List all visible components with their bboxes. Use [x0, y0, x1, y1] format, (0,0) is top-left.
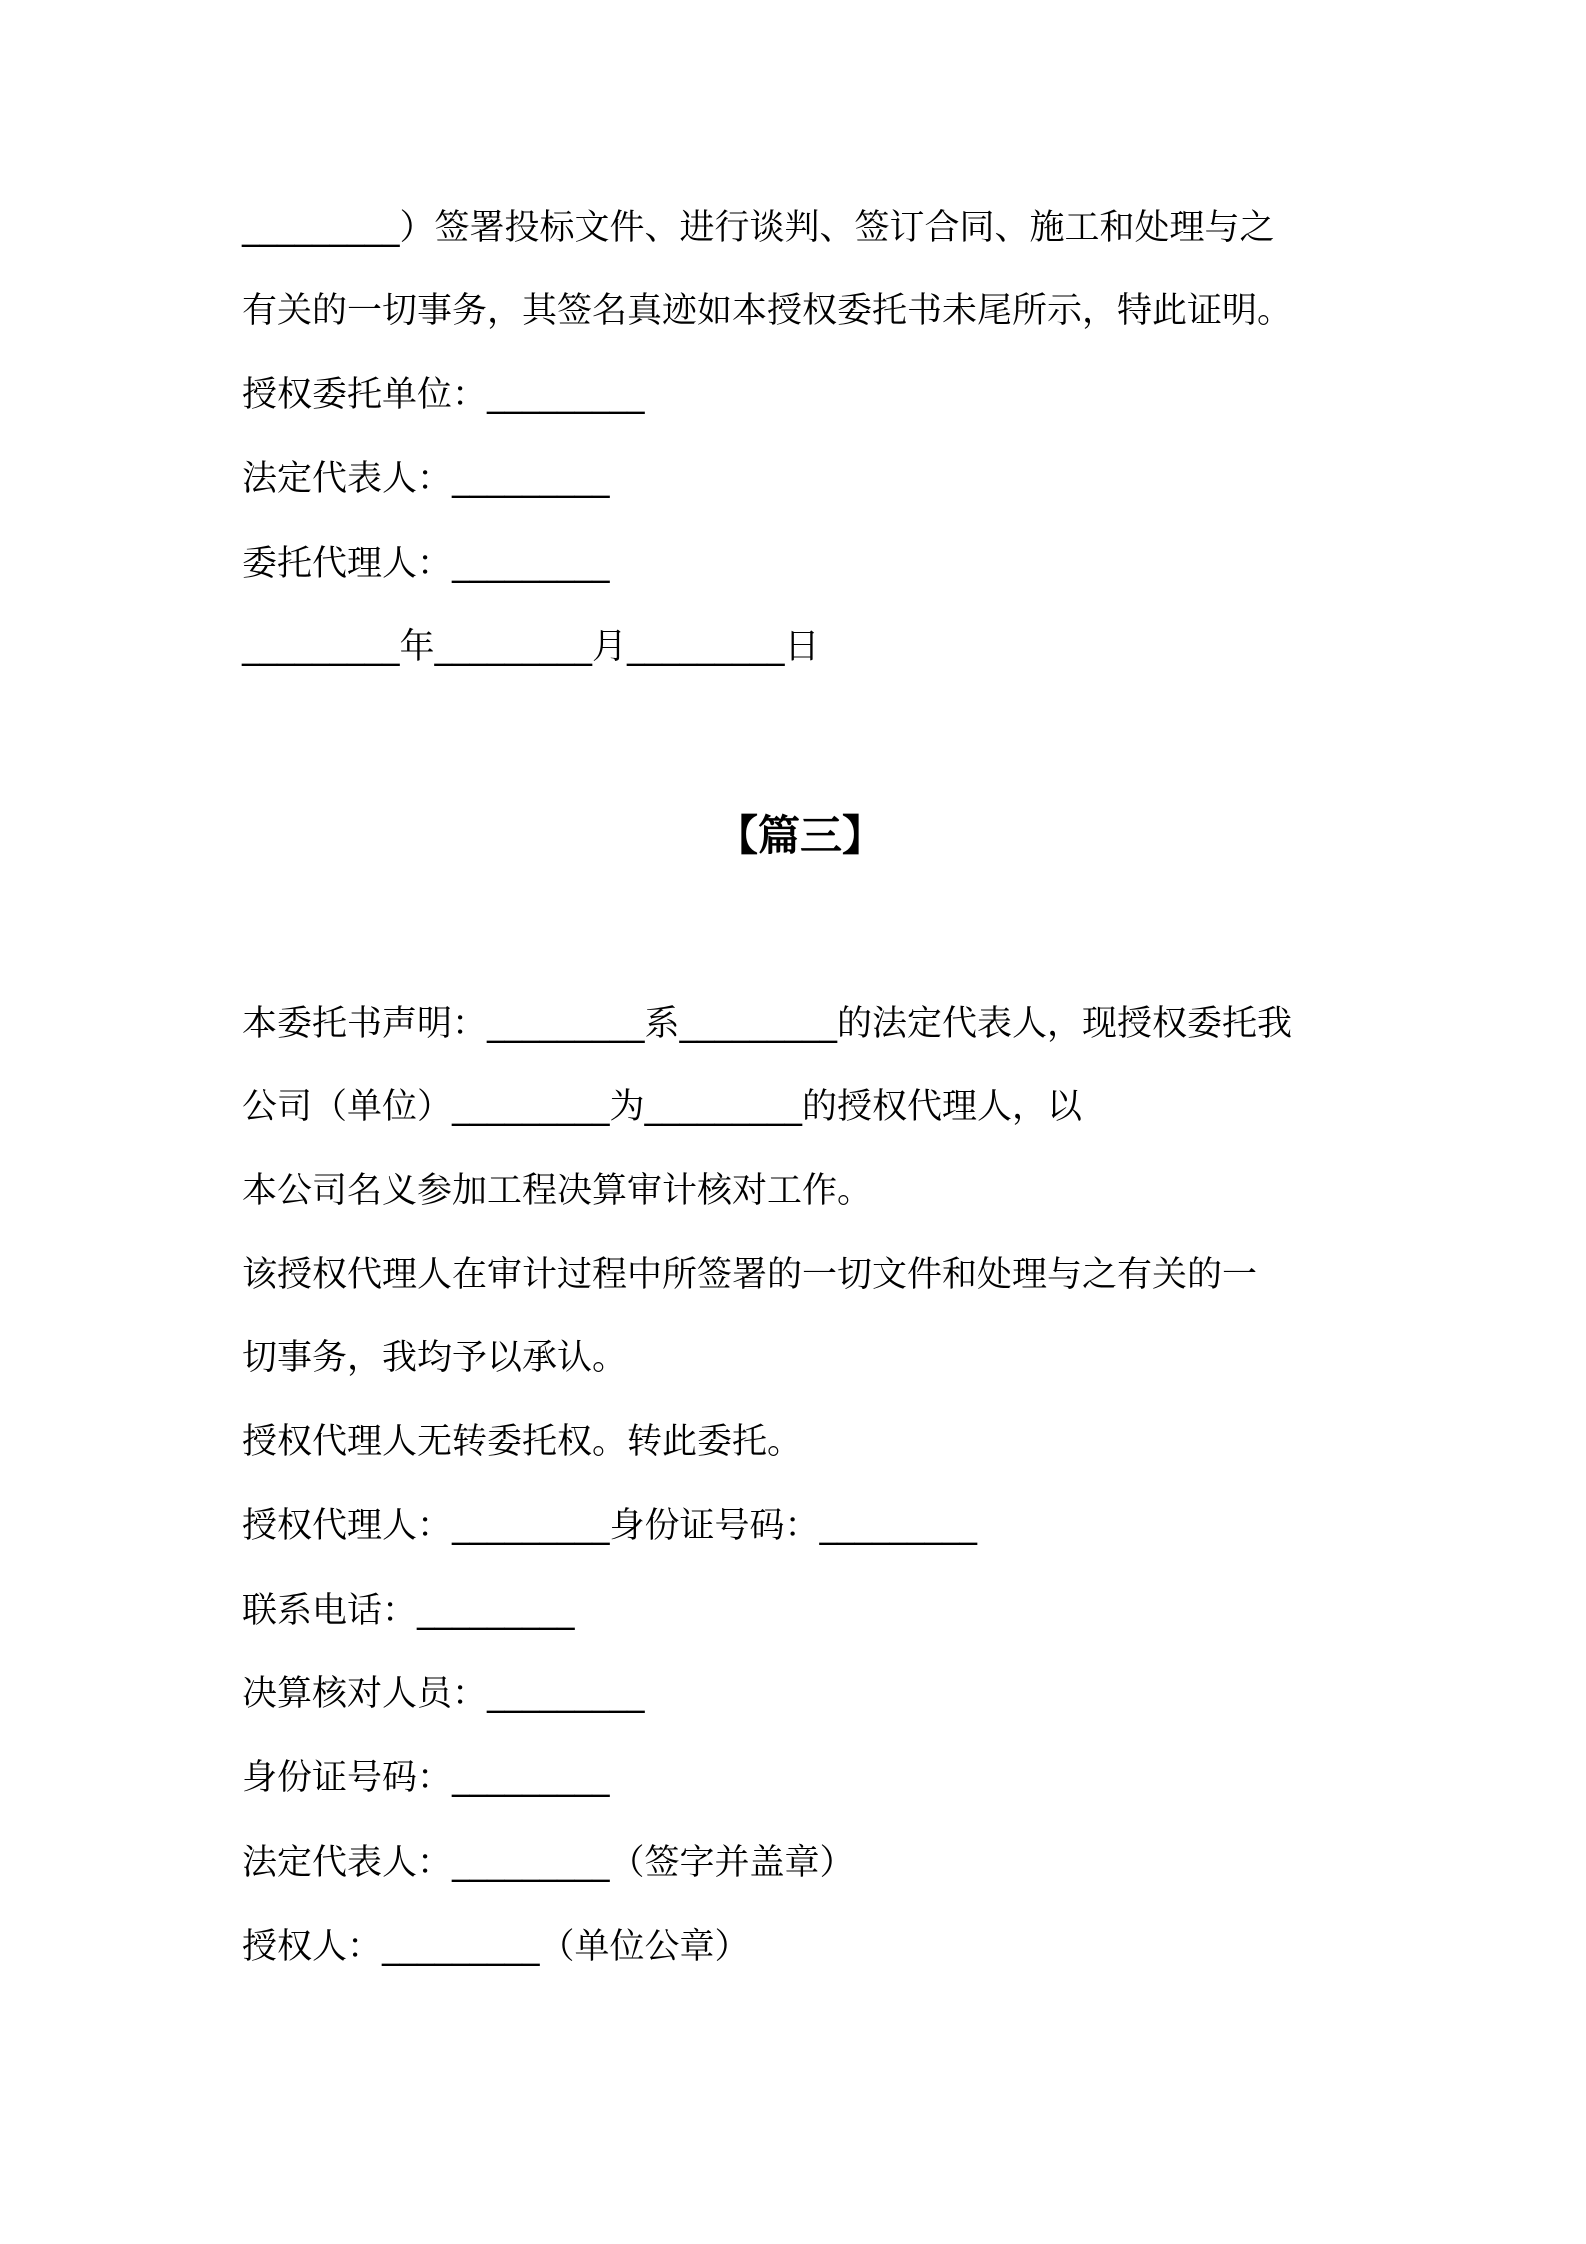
- entrusted-agent-field: 委托代理人：_________: [242, 544, 610, 584]
- paragraph-line: 公司（单位）_________为_________的授权代理人，以: [242, 1087, 1083, 1127]
- legal-representative-field: 法定代表人：_________: [242, 459, 610, 499]
- paragraph-line: 本公司名义参加工程决算审计核对工作。: [242, 1171, 873, 1211]
- paragraph-line: 授权代理人无转委托权。转此委托。: [242, 1422, 803, 1462]
- paragraph-line: 本委托书声明：_________系_________的法定代表人，现授权委托我: [242, 1004, 1293, 1044]
- paragraph-line: 切事务，我均予以承认。: [242, 1338, 628, 1378]
- paragraph-line: 该授权代理人在审计过程中所签署的一切文件和处理与之有关的一: [242, 1255, 1258, 1295]
- agent-id-field: 授权代理人：_________身份证号码：_________: [242, 1506, 978, 1546]
- section-heading: 【篇三】: [715, 811, 884, 860]
- auditor-field: 决算核对人员：_________: [242, 1674, 645, 1714]
- paragraph-line: 有关的一切事务，其签名真迹如本授权委托书未尾所示，特此证明。: [242, 291, 1293, 331]
- authorizing-unit-field: 授权委托单位：_________: [242, 375, 645, 415]
- date-field: _________年_________月_________日: [242, 627, 820, 667]
- authorizer-seal-field: 授权人：_________（单位公章）: [242, 1927, 750, 1967]
- phone-field: 联系电话：_________: [242, 1591, 575, 1631]
- paragraph-line: _________）签署投标文件、进行谈判、签订合同、施工和处理与之: [242, 208, 1275, 248]
- legal-representative-signature-field: 法定代表人：_________（签字并盖章）: [242, 1843, 855, 1883]
- id-number-field: 身份证号码：_________: [242, 1758, 610, 1798]
